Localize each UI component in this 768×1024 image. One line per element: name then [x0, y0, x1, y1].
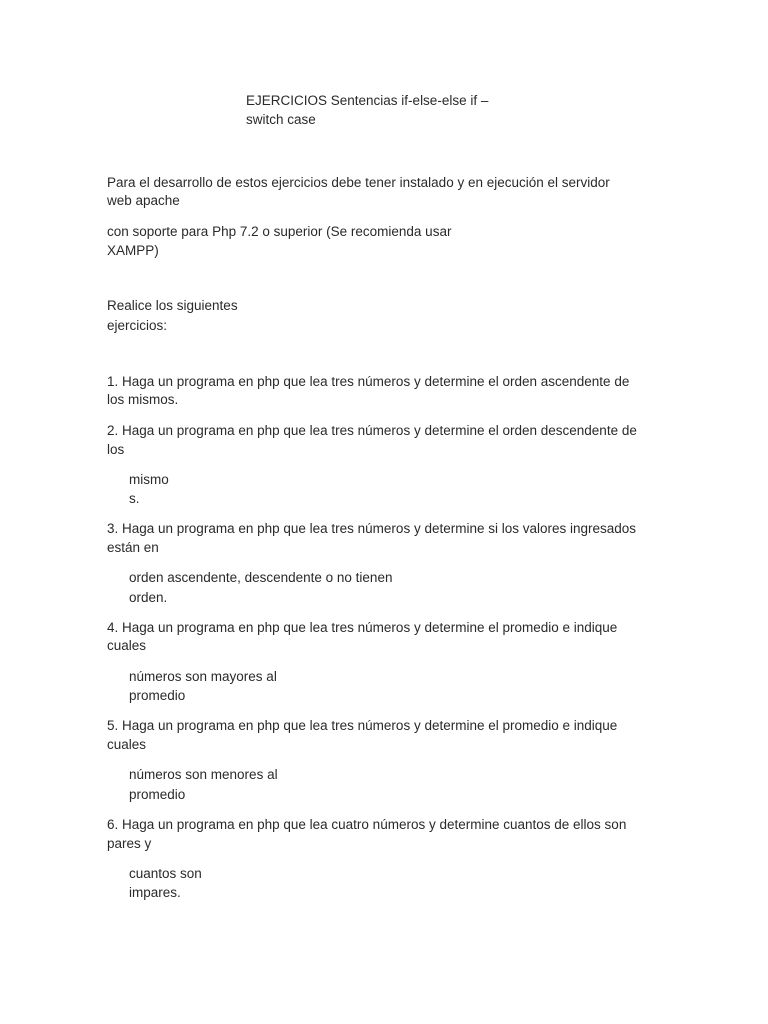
exercise-4-continuation-1: números son mayores al	[129, 669, 277, 684]
exercise-6-line-1: 6. Haga un programa en php que lea cuatro números y determine cuantos de ellos son	[107, 817, 627, 832]
exercise-3-continuation-1: orden ascendente, descendente o no tienen	[129, 570, 393, 585]
exercise-2-line-2: los	[107, 442, 125, 457]
exercise-6-line-2: pares y	[107, 836, 152, 851]
instruction-line-2: ejercicios:	[107, 318, 168, 333]
exercise-2-continuation-2: s.	[129, 491, 140, 506]
exercise-4-line-2: cuales	[107, 638, 147, 653]
exercise-4-line-1: 4. Haga un programa en php que lea tres números y determine el promedio e indique	[107, 620, 618, 635]
document-title-line-2: switch case	[246, 112, 316, 127]
exercise-3-line-1: 3. Haga un programa en php que lea tres números y determine si los valores ingresados	[107, 521, 637, 536]
exercise-3-continuation-2: orden.	[129, 590, 168, 605]
exercise-5-continuation-2: promedio	[129, 787, 186, 802]
intro-paragraph-1-line-1: Para el desarrollo de estos ejercicios debe tener instalado y en ejecución el servidor	[107, 175, 610, 190]
exercise-2-continuation-1: mismo	[129, 472, 169, 487]
exercise-2-line-1: 2. Haga un programa en php que lea tres números y determine el orden descendente de	[107, 423, 637, 438]
intro-paragraph-1-line-2: web apache	[107, 193, 180, 208]
intro-paragraph-2-line-2: XAMPP)	[107, 243, 159, 258]
document-title-line-1: EJERCICIOS Sentencias if-else-else if –	[246, 93, 489, 108]
exercise-3-line-2: están en	[107, 540, 159, 555]
exercise-6-continuation-1: cuantos son	[129, 866, 202, 881]
exercise-4-continuation-2: promedio	[129, 688, 186, 703]
exercise-1-line-2: los mismos.	[107, 392, 179, 407]
exercise-1-line-1: 1. Haga un programa en php que lea tres números y determine el orden ascendente de	[107, 374, 630, 389]
instruction-line-1: Realice los siguientes	[107, 298, 238, 313]
exercise-5-line-1: 5. Haga un programa en php que lea tres números y determine el promedio e indique	[107, 718, 618, 733]
exercise-6-continuation-2: impares.	[129, 885, 181, 900]
exercise-5-continuation-1: números son menores al	[129, 767, 278, 782]
intro-paragraph-2-line-1: con soporte para Php 7.2 o superior (Se recomienda usar	[107, 224, 452, 239]
exercise-5-line-2: cuales	[107, 737, 147, 752]
